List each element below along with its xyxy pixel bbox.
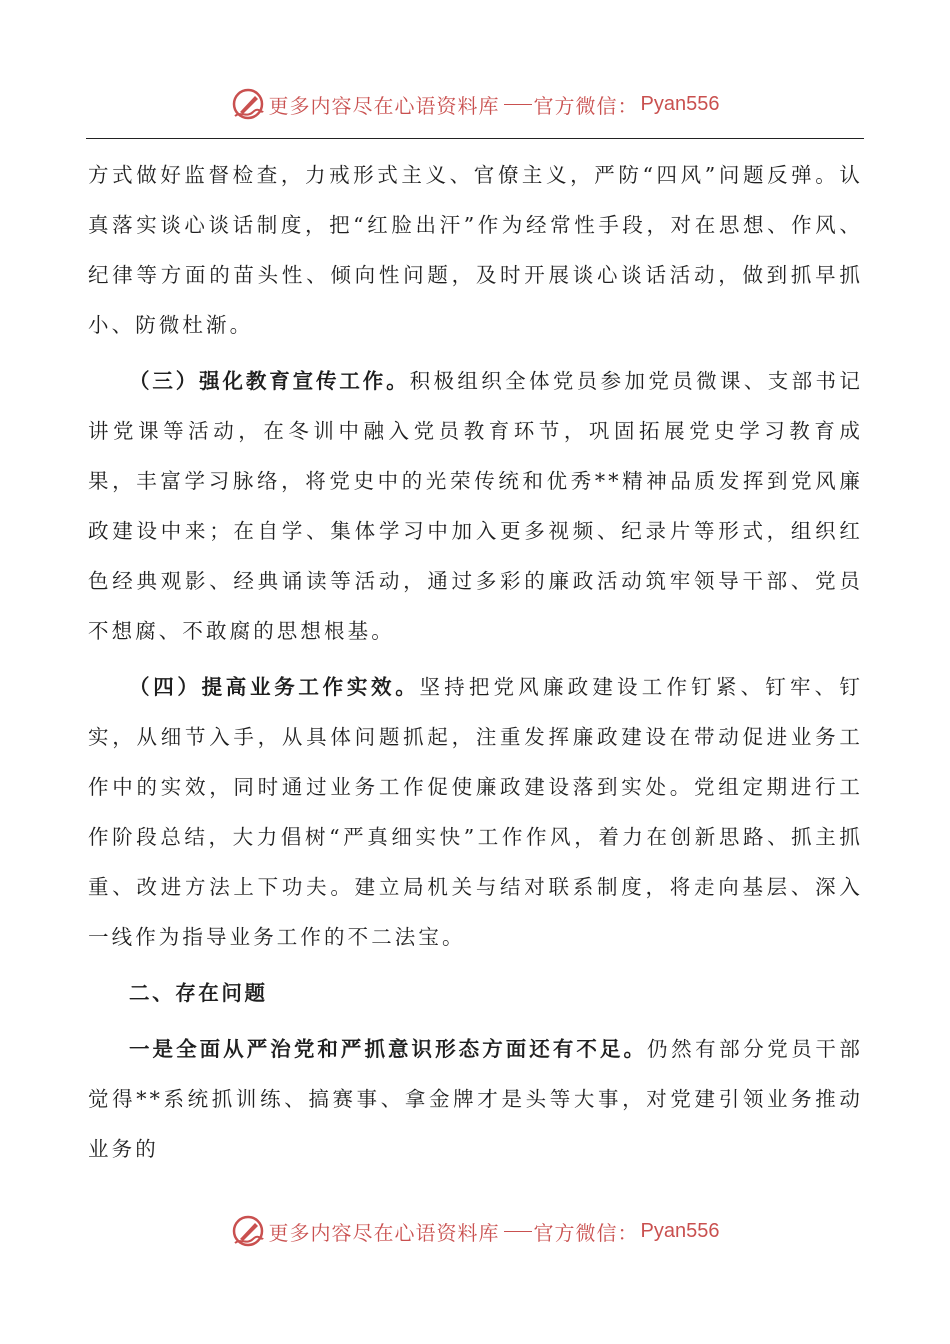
paragraph-problem-one: [88, 1024, 863, 1174]
watermark-dash: [504, 1231, 532, 1232]
pen-signature-logo-icon: [231, 1214, 265, 1248]
watermark-id: Pyan556: [640, 1219, 720, 1242]
watermark-id: Pyan556: [640, 92, 720, 115]
paragraph-education: [88, 356, 863, 656]
pen-signature-logo-icon: [231, 87, 265, 121]
paragraph-heading: （四）提高业务工作实效。: [129, 675, 420, 699]
header-divider: [86, 138, 864, 139]
paragraph-text: 坚持把党风廉政建设工作钉紧、钉牢、钉实，从细节入手，从具体问题抓起，注重发挥廉政建设在带动促进业务工作中的实效，同时通过业务工作促使廉政建设落到实处。党组定期进行工作阶段总结，大力倡树“严真细实快”工作作风，着力在创新思路、抓主抓重、改进方法上下功夫。建立局机关与结对联系制度，将走向基层、深入一线作为指导业务工作的不二法宝。: [88, 675, 863, 949]
watermark-dash: [504, 104, 532, 105]
footer-watermark: [0, 1211, 950, 1251]
paragraph-business: [88, 662, 863, 962]
paragraph-text: 积极组织全体党员参加党员微课、支部书记讲党课等活动，在冬训中融入党员教育环节，巩固拓展党史学习教育成果，丰富学习脉络，将党史中的光荣传统和优秀**精神品质发挥到党风廉政建设中来；在自学、集体学习中加入更多视频、纪录片等形式，组织红色经典观影、经典诵读等活动，通过多彩的廉政活动筑牢领导干部、党员不想腐、不敢腐的思想根基。: [88, 369, 863, 643]
header-watermark: [0, 84, 950, 124]
watermark-label: 官方微信：: [533, 1220, 639, 1245]
document-body: [88, 150, 863, 1174]
paragraph-heading: （三）强化教育宣传工作。: [129, 369, 410, 393]
paragraph-text: 仍然有部分党员干部觉得**系统抓训练、搞赛事、拿金牌才是头等大事，对党建引领业务推动业务的: [88, 1037, 864, 1161]
section-title-text: 二、存在问题: [129, 981, 268, 1005]
paragraph-continued: 方式做好监督检查，力戒形式主义、官僚主义，严防“四风”问题反弹。认真落实谈心谈话制度，把“红脸出汗”作为经常性手段，对在思想、作风、纪律等方面的苗头性、倾向性问题，及时开展谈心谈话活动，做到抓早抓小、防微杜渐。: [88, 163, 863, 337]
watermark-brand: 更多内容尽在心语资料库: [268, 93, 500, 118]
section-title: [88, 968, 863, 1018]
watermark-brand: 更多内容尽在心语资料库: [268, 1220, 500, 1245]
paragraph-heading: 一是全面从严治党和严抓意识形态方面还有不足。: [129, 1037, 648, 1061]
watermark-label: 官方微信：: [533, 93, 639, 118]
